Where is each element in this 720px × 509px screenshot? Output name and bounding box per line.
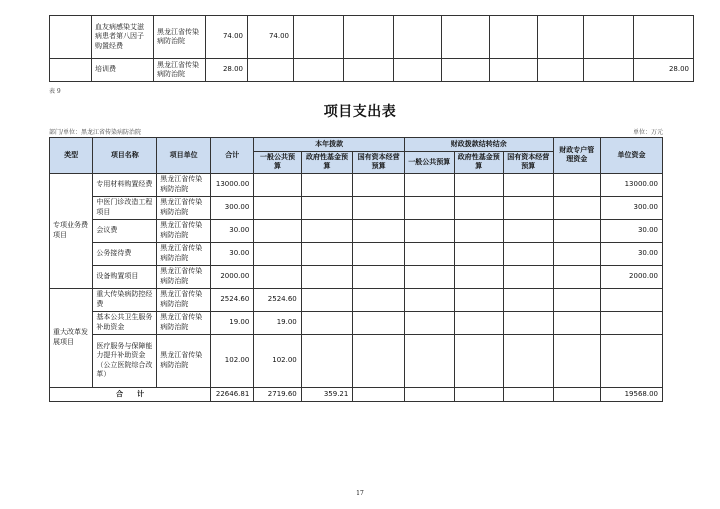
previous-page-table	[49, 15, 694, 82]
table-number: 表 9	[49, 88, 61, 95]
total-cell: 300.00	[210, 196, 253, 219]
project-name-cell: 基本公共卫生服务补助资金	[93, 311, 157, 334]
gov-fund-cell	[301, 265, 353, 288]
page-number: 17	[356, 490, 364, 497]
project-org-cell: 黑龙江省传染病防治院	[157, 196, 211, 219]
gov-fund-cell	[301, 334, 353, 387]
unit-fund-cell: 30.00	[601, 219, 663, 242]
general-budget-cell: 74.00	[248, 16, 294, 59]
total-cell: 2524.60	[210, 288, 253, 311]
unit-fund-cell	[601, 311, 663, 334]
general-budget-cell	[248, 59, 294, 82]
project-org-cell: 黑龙江省传染病防治院	[157, 311, 211, 334]
unit-fund-cell: 2000.00	[601, 265, 663, 288]
unit-fund-cell: 13000.00	[601, 173, 663, 196]
unit-fund-cell	[601, 288, 663, 311]
total-cell: 2000.00	[210, 265, 253, 288]
total-cell: 30.00	[210, 219, 253, 242]
header-carry-gov-fund: 政府性基金预算	[454, 152, 504, 174]
header-gov-fund: 政府性基金预算	[301, 152, 353, 174]
general-budget-cell: 19.00	[254, 311, 301, 334]
unit-fund-cell: 30.00	[601, 242, 663, 265]
project-org-cell: 黑龙江省传染病防治院	[157, 334, 211, 387]
project-name-cell: 重大传染病防控经费	[93, 288, 157, 311]
header-project-org: 项目单位	[157, 138, 211, 174]
unit-fund-cell: 28.00	[634, 59, 694, 82]
header-carry-general-budget: 一般公共预算	[404, 152, 454, 174]
page-title: 项目支出表	[323, 104, 397, 120]
general-budget-cell: 2719.60	[254, 387, 301, 401]
project-type-cell: 专项业务费项目	[50, 173, 93, 288]
table-row	[50, 265, 663, 288]
department-label: 部门/单位：黑龙江省传染病防治院	[49, 129, 142, 136]
table-row	[50, 219, 663, 242]
gov-fund-cell	[301, 311, 353, 334]
general-budget-cell: 2524.60	[254, 288, 301, 311]
table-row	[50, 242, 663, 265]
project-org-cell: 黑龙江省传染病防治院	[157, 219, 211, 242]
project-name-cell: 培训费	[92, 59, 154, 82]
table-row	[50, 59, 694, 82]
table-row	[50, 288, 663, 311]
header-special-account: 财政专户管理资金	[553, 138, 600, 174]
project-name-cell: 专用材料购置经费	[93, 173, 157, 196]
project-name-cell: 会议费	[93, 219, 157, 242]
general-budget-cell: 102.00	[254, 334, 301, 387]
project-org-cell: 黑龙江省传染病防治院	[157, 242, 211, 265]
header-carry-state-capital: 国有资本经营预算	[504, 152, 554, 174]
project-org-cell: 黑龙江省传染病防治院	[154, 59, 206, 82]
table-row	[50, 196, 663, 219]
header-row	[50, 138, 663, 152]
total-cell: 102.00	[210, 334, 253, 387]
project-name-cell: 公务接待费	[93, 242, 157, 265]
total-row	[50, 387, 663, 401]
total-cell: 30.00	[210, 242, 253, 265]
project-name-cell: 设备购置项目	[93, 265, 157, 288]
project-org-cell: 黑龙江省传染病防治院	[157, 288, 211, 311]
gov-fund-cell	[301, 173, 353, 196]
unit-fund-cell: 300.00	[601, 196, 663, 219]
project-org-cell: 黑龙江省传染病防治院	[157, 265, 211, 288]
general-budget-cell	[254, 196, 301, 219]
header-general-budget: 一般公共预算	[254, 152, 301, 174]
gov-fund-cell: 359.21	[301, 387, 353, 401]
general-budget-cell	[254, 173, 301, 196]
project-name-cell: 血友病感染艾滋病患者第八因子购置经费	[92, 16, 154, 59]
unit-fund-cell: 19568.00	[601, 387, 663, 401]
total-cell: 13000.00	[210, 173, 253, 196]
total-cell: 74.00	[206, 16, 248, 59]
gov-fund-cell	[301, 219, 353, 242]
unit-label: 单位：万元	[632, 129, 663, 136]
total-cell: 22646.81	[210, 387, 253, 401]
project-org-cell: 黑龙江省传染病防治院	[157, 173, 211, 196]
project-expenditure-table	[49, 137, 663, 402]
project-name-cell: 医疗服务与保障能力提升补助资金（公立医院综合改革）	[93, 334, 157, 387]
general-budget-cell	[254, 242, 301, 265]
header-project-name: 项目名称	[93, 138, 157, 174]
header-carryover: 财政拨款结转结余	[404, 138, 553, 152]
table-row	[50, 311, 663, 334]
table-row	[50, 334, 663, 387]
gov-fund-cell	[301, 242, 353, 265]
unit-fund-cell	[634, 16, 694, 59]
table-row	[50, 16, 694, 59]
general-budget-cell	[254, 265, 301, 288]
project-type-cell: 重大改革发展项目	[50, 288, 93, 387]
header-type: 类型	[50, 138, 93, 174]
gov-fund-cell	[301, 288, 353, 311]
total-cell: 28.00	[206, 59, 248, 82]
header-state-capital: 国有资本经营预算	[353, 152, 405, 174]
header-unit-fund: 单位资金	[601, 138, 663, 174]
table-row	[50, 173, 663, 196]
unit-fund-cell	[601, 334, 663, 387]
project-name-cell: 中医门诊改造工程项目	[93, 196, 157, 219]
total-cell: 19.00	[210, 311, 253, 334]
project-org-cell: 黑龙江省传染病防治院	[154, 16, 206, 59]
header-total: 合计	[210, 138, 253, 174]
header-current-year: 本年拨款	[254, 138, 405, 152]
gov-fund-cell	[301, 196, 353, 219]
total-label: 合 计	[50, 387, 211, 401]
general-budget-cell	[254, 219, 301, 242]
